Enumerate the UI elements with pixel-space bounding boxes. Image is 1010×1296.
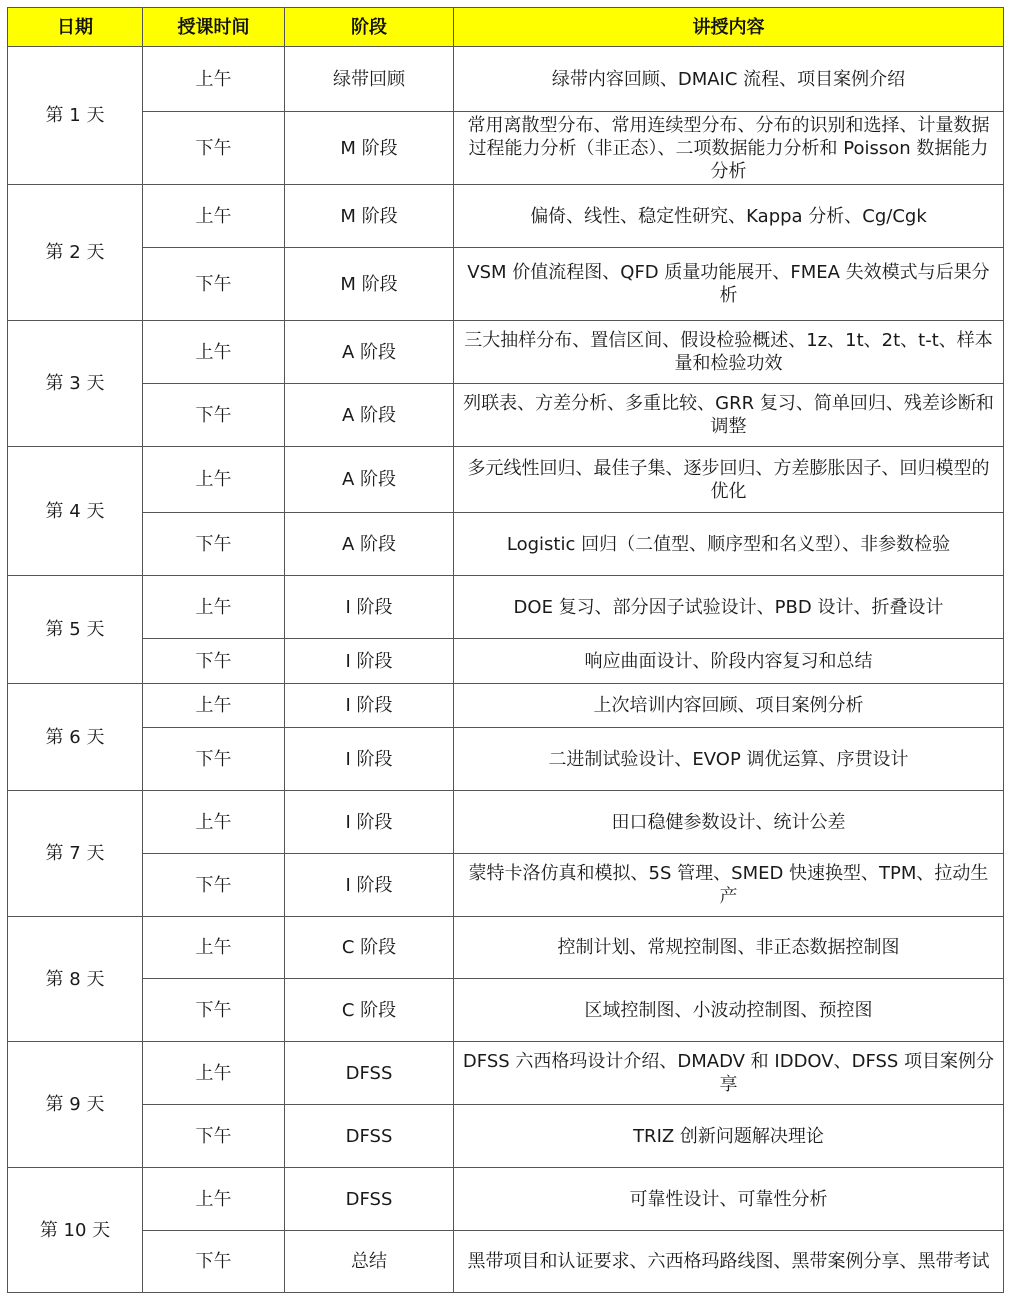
day-cell: 第 4 天 [8,447,143,576]
table-row [8,639,1004,684]
time-cell: 下午 [143,728,285,791]
stage-cell: I 阶段 [285,639,454,684]
day-cell: 第 10 天 [8,1168,143,1293]
content-cell: TRIZ 创新问题解决理论 [454,1105,1004,1168]
content-cell: 绿带内容回顾、DMAIC 流程、项目案例介绍 [454,47,1004,112]
content-cell: 上次培训内容回顾、项目案例分析 [454,684,1004,728]
stage-cell: I 阶段 [285,728,454,791]
time-cell: 上午 [143,447,285,513]
time-cell: 下午 [143,384,285,447]
stage-cell: C 阶段 [285,979,454,1042]
table-row [8,1042,1004,1105]
header-time: 授课时间 [143,8,285,47]
content-cell: DFSS 六西格玛设计介绍、DMADV 和 IDDOV、DFSS 项目案例分享 [454,1042,1004,1105]
day-cell: 第 5 天 [8,576,143,684]
stage-cell: DFSS [285,1105,454,1168]
content-cell: VSM 价值流程图、QFD 质量功能展开、FMEA 失效模式与后果分析 [454,248,1004,321]
table-row [8,979,1004,1042]
content-cell: 区域控制图、小波动控制图、预控图 [454,979,1004,1042]
time-cell: 下午 [143,248,285,321]
day-cell: 第 3 天 [8,321,143,447]
table-row [8,728,1004,791]
schedule-table [7,7,1004,1293]
content-cell: 田口稳健参数设计、统计公差 [454,791,1004,854]
content-cell: 蒙特卡洛仿真和模拟、5S 管理、SMED 快速换型、TPM、拉动生产 [454,854,1004,917]
table-row [8,47,1004,112]
time-cell: 上午 [143,185,285,248]
time-cell: 上午 [143,1042,285,1105]
content-cell: 常用离散型分布、常用连续型分布、分布的识别和选择、计量数据过程能力分析（非正态）、二项数据能力分析和 Poisson 数据能力分析 [454,112,1004,185]
header-content: 讲授内容 [454,8,1004,47]
content-cell: 二进制试验设计、EVOP 调优运算、序贯设计 [454,728,1004,791]
day-cell: 第 8 天 [8,917,143,1042]
day-cell: 第 9 天 [8,1042,143,1168]
content-cell: 三大抽样分布、置信区间、假设检验概述、1z、1t、2t、t-t、样本量和检验功效 [454,321,1004,384]
stage-cell: M 阶段 [285,112,454,185]
table-row [8,447,1004,513]
time-cell: 上午 [143,576,285,639]
table-row [8,513,1004,576]
stage-cell: I 阶段 [285,684,454,728]
stage-cell: I 阶段 [285,576,454,639]
day-cell: 第 2 天 [8,185,143,321]
stage-cell: C 阶段 [285,917,454,979]
table-row [8,1168,1004,1231]
content-cell: 控制计划、常规控制图、非正态数据控制图 [454,917,1004,979]
time-cell: 上午 [143,684,285,728]
table-row [8,248,1004,321]
stage-cell: M 阶段 [285,185,454,248]
content-cell: 黑带项目和认证要求、六西格玛路线图、黑带案例分享、黑带考试 [454,1231,1004,1293]
stage-cell: DFSS [285,1168,454,1231]
table-row [8,1231,1004,1293]
stage-cell: DFSS [285,1042,454,1105]
day-cell: 第 1 天 [8,47,143,185]
content-cell: 多元线性回归、最佳子集、逐步回归、方差膨胀因子、回归模型的优化 [454,447,1004,513]
content-cell: 可靠性设计、可靠性分析 [454,1168,1004,1231]
table-row [8,384,1004,447]
day-cell: 第 7 天 [8,791,143,917]
time-cell: 下午 [143,513,285,576]
table-row [8,684,1004,728]
stage-cell: A 阶段 [285,321,454,384]
stage-cell: A 阶段 [285,447,454,513]
table-row [8,917,1004,979]
time-cell: 下午 [143,854,285,917]
content-cell: 响应曲面设计、阶段内容复习和总结 [454,639,1004,684]
header-date: 日期 [8,8,143,47]
time-cell: 下午 [143,639,285,684]
time-cell: 上午 [143,47,285,112]
table-row [8,1105,1004,1168]
time-cell: 下午 [143,112,285,185]
time-cell: 下午 [143,979,285,1042]
stage-cell: I 阶段 [285,791,454,854]
time-cell: 下午 [143,1231,285,1293]
stage-cell: 绿带回顾 [285,47,454,112]
stage-cell: A 阶段 [285,513,454,576]
stage-cell: 总结 [285,1231,454,1293]
table-row [8,576,1004,639]
content-cell: 列联表、方差分析、多重比较、GRR 复习、简单回归、残差诊断和调整 [454,384,1004,447]
stage-cell: A 阶段 [285,384,454,447]
time-cell: 上午 [143,917,285,979]
table-row [8,112,1004,185]
time-cell: 上午 [143,791,285,854]
table-row [8,791,1004,854]
table-row [8,854,1004,917]
table-row [8,185,1004,248]
time-cell: 上午 [143,1168,285,1231]
stage-cell: M 阶段 [285,248,454,321]
content-cell: Logistic 回归（二值型、顺序型和名义型）、非参数检验 [454,513,1004,576]
content-cell: 偏倚、线性、稳定性研究、Kappa 分析、Cg/Cgk [454,185,1004,248]
header-row [8,8,1004,47]
stage-cell: I 阶段 [285,854,454,917]
time-cell: 下午 [143,1105,285,1168]
time-cell: 上午 [143,321,285,384]
table-row [8,321,1004,384]
header-stage: 阶段 [285,8,454,47]
day-cell: 第 6 天 [8,684,143,791]
content-cell: DOE 复习、部分因子试验设计、PBD 设计、折叠设计 [454,576,1004,639]
